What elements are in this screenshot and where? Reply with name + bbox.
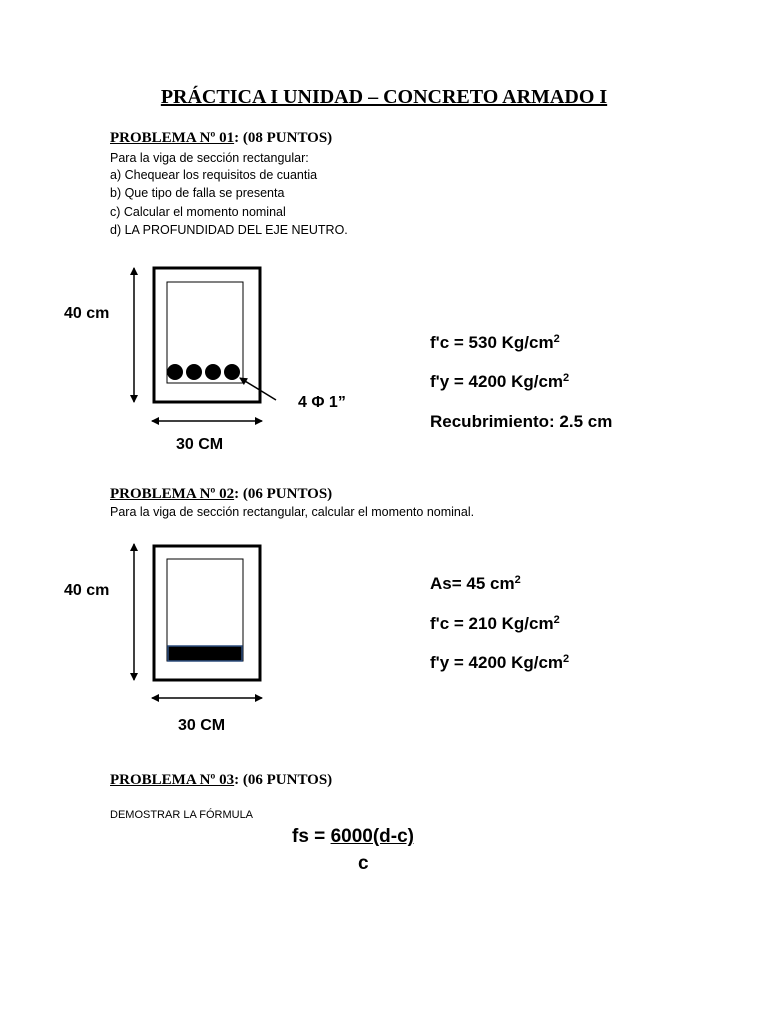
problem-1-item-a: a) Chequear los requisitos de cuantia	[110, 168, 318, 182]
beam-1-width-label: 30 CM	[176, 436, 224, 453]
beam-1-outer	[154, 268, 260, 402]
problem-3-points: : (06 PUNTOS)	[234, 772, 333, 788]
beam-2-height-label: 40 cm	[64, 582, 110, 599]
beam-2-width-label: 30 CM	[178, 717, 226, 734]
problem-1-label: PROBLEMA Nº 01	[110, 130, 235, 146]
problem-2-fc	[430, 614, 560, 634]
rebar-leader-arrow	[240, 378, 276, 400]
rebar-3	[205, 364, 221, 380]
problem-1-item-c: c) Calcular el momento nominal	[110, 205, 286, 219]
problem-1-item-b: b) Que tipo de falla se presenta	[110, 186, 285, 200]
problem-2-as-text: As= 45 cm	[430, 574, 515, 593]
problem-1-fc-text: f'c = 530 Kg/cm	[430, 333, 554, 352]
rebar-count-label: 4 Φ 1”	[298, 394, 346, 411]
problem-1-fy	[430, 372, 569, 392]
problem-2-intro: Para la viga de sección rectangular, calcular el momento nominal.	[110, 505, 475, 519]
problem-2-heading	[110, 486, 332, 503]
problem-2-fc-text: f'c = 210 Kg/cm	[430, 614, 554, 633]
problem-1-fy-text: f'y = 4200 Kg/cm	[430, 372, 564, 391]
rebar-2	[186, 364, 202, 380]
page-title: PRÁCTICA I UNIDAD – CONCRETO ARMADO I	[160, 86, 608, 108]
problem-2-as	[430, 574, 521, 594]
formula-numerator-line	[292, 826, 414, 848]
problem-2-fc-sup: 2	[553, 614, 560, 626]
problem-3-intro: DEMOSTRAR LA FÓRMULA	[110, 809, 254, 821]
problem-2-fy-sup: 2	[563, 653, 570, 665]
problem-1-fc-sup: 2	[553, 333, 560, 345]
problem-2-points: : (06 PUNTOS)	[234, 486, 333, 502]
problem-2-as-sup: 2	[514, 574, 521, 586]
problem-3-label: PROBLEMA Nº 03	[110, 772, 235, 788]
problem-1-intro: Para la viga de sección rectangular:	[110, 151, 309, 165]
beam-1-section	[134, 268, 276, 421]
beam-2-steel-area	[168, 646, 242, 661]
formula-lhs: fs =	[292, 826, 331, 847]
formula-denominator: c	[358, 853, 369, 874]
beam-2-section	[134, 544, 262, 698]
formula-numerator: 6000(d-c)	[330, 826, 414, 847]
problem-2-label: PROBLEMA Nº 02	[110, 486, 235, 502]
problem-1-fc	[430, 333, 560, 353]
rebar-1	[167, 364, 183, 380]
rebar-4	[224, 364, 240, 380]
problem-1-fy-sup: 2	[563, 372, 570, 384]
problem-2-fy	[430, 653, 569, 673]
problem-3-heading	[110, 772, 332, 789]
problem-2-fy-text: f'y = 4200 Kg/cm	[430, 653, 564, 672]
beam-1-height-label: 40 cm	[64, 305, 110, 322]
problem-1-points: : (08 PUNTOS)	[234, 130, 333, 146]
problem-1-cover: Recubrimiento: 2.5 cm	[430, 412, 613, 431]
problem-1-item-d: d) LA PROFUNDIDAD DEL EJE NEUTRO.	[110, 223, 348, 237]
